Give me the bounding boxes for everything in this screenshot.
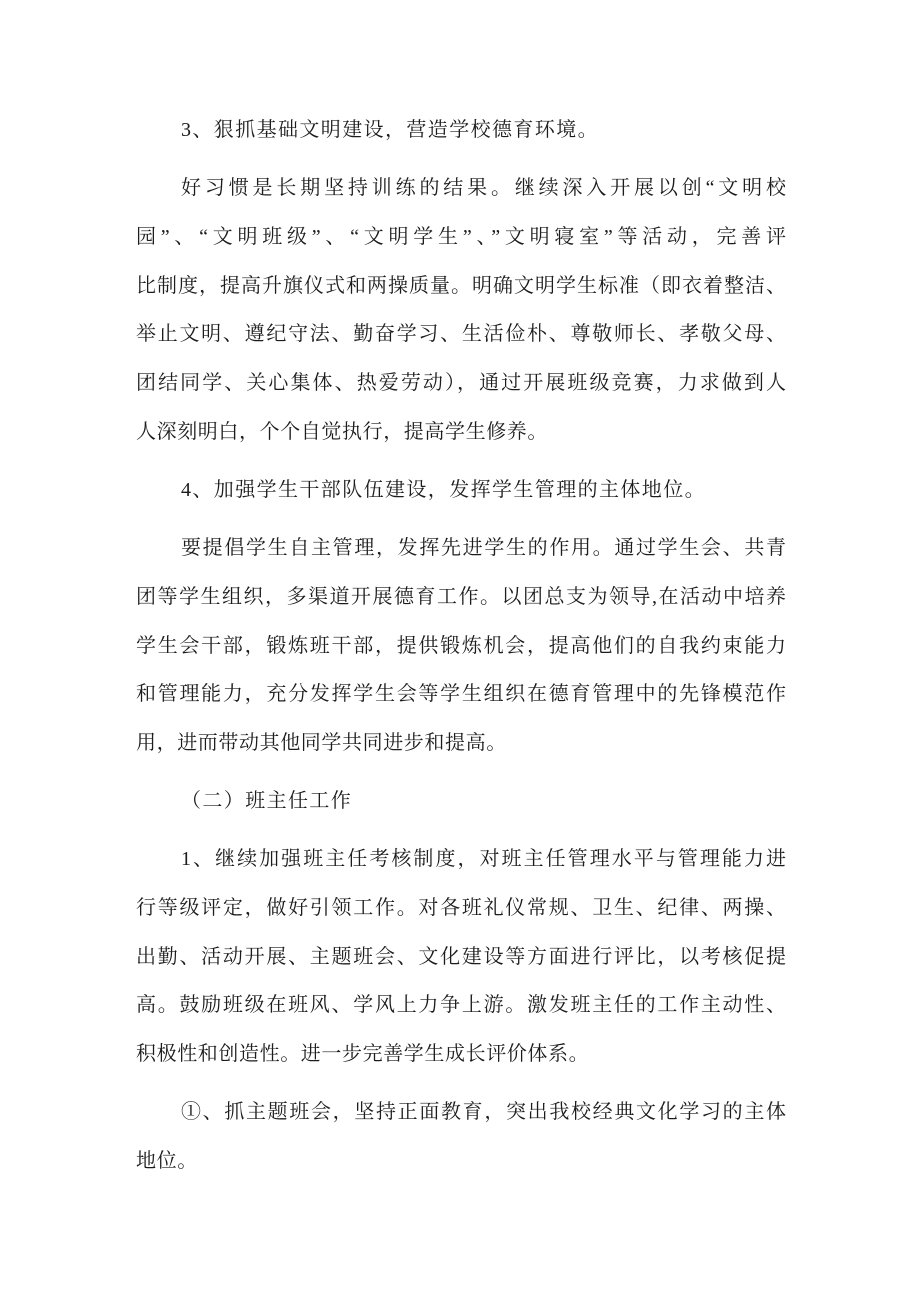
paragraph-line: 3、狠抓基础文明建设，营造学校德育环境。 [181,119,599,141]
paragraph-student-management [136,524,786,768]
paragraph-line: 好习惯是长期坚持训练的结果。继续深入开展以创“文明校 [181,176,786,199]
paragraph-line: ①、抓主题班会，坚持正面教育，突出我校经典文化学习的主体 [181,1101,786,1124]
paragraph-line: 4、加强学生干部队伍建设，发挥学生管理的主体地位。 [181,478,706,501]
paragraph-line: 人深刻明白，个个自觉执行，提高学生修养。 [136,420,548,443]
item-heading-4 [136,466,786,515]
paragraph-line: 园”、“文明班级”、“文明学生”、”文明寝室”等活动，完善评 [136,225,786,248]
section-heading-text: （二）班主任工作 [181,790,353,813]
paragraph-line: 用，进而带动其他同学共同进步和提高。 [136,732,507,755]
paragraph-line: 行等级评定，做好引领工作。对各班礼仪常规、卫生、纪律、两操、 [136,896,786,919]
paragraph-line: 学生会干部，锻炼班干部，提供锻炼机会，提高他们的自我约束能力 [136,634,786,657]
paragraph-line: 地位。 [136,1150,198,1173]
paragraph-line: 高。鼓励班级在班风、学风上力争上游。激发班主任的工作主动性、 [136,994,786,1017]
paragraph-line: 和管理能力，充分发挥学生会等学生组织在德育管理中的先锋模范作 [136,683,786,706]
paragraph-line: 出勤、活动开展、主题班会、文化建设等方面进行评比，以考核促提 [136,945,786,968]
document-body [136,106,786,1195]
paragraph-line: 要提倡学生自主管理，发挥先进学生的作用。通过学生会、共青 [181,536,786,559]
paragraph-theme-class-meeting [136,1088,786,1186]
paragraph-line: 1、继续加强班主任考核制度，对班主任管理水平与管理能力进 [181,848,786,871]
paragraph-line: 团结同学、关心集体、热爱劳动），通过开展班级竞赛，力求做到人 [136,372,786,395]
paragraph-line: 举止文明、遵纪守法、勤奋学习、生活俭朴、尊敬师长、孝敬父母、 [136,323,786,346]
section-heading [136,777,786,826]
paragraph-teacher-assessment [136,835,786,1079]
paragraph-line: 比制度，提高升旗仪式和两操质量。明确文明学生标准（即衣着整洁、 [136,274,786,297]
item-heading-3 [136,106,786,155]
paragraph-line: 积极性和创造性。进一步完善学生成长评价体系。 [136,1043,590,1066]
paragraph-line: 团等学生组织，多渠道开展德育工作。以团总支为领导,在活动中培养 [136,585,786,608]
paragraph-good-habits [136,164,786,457]
